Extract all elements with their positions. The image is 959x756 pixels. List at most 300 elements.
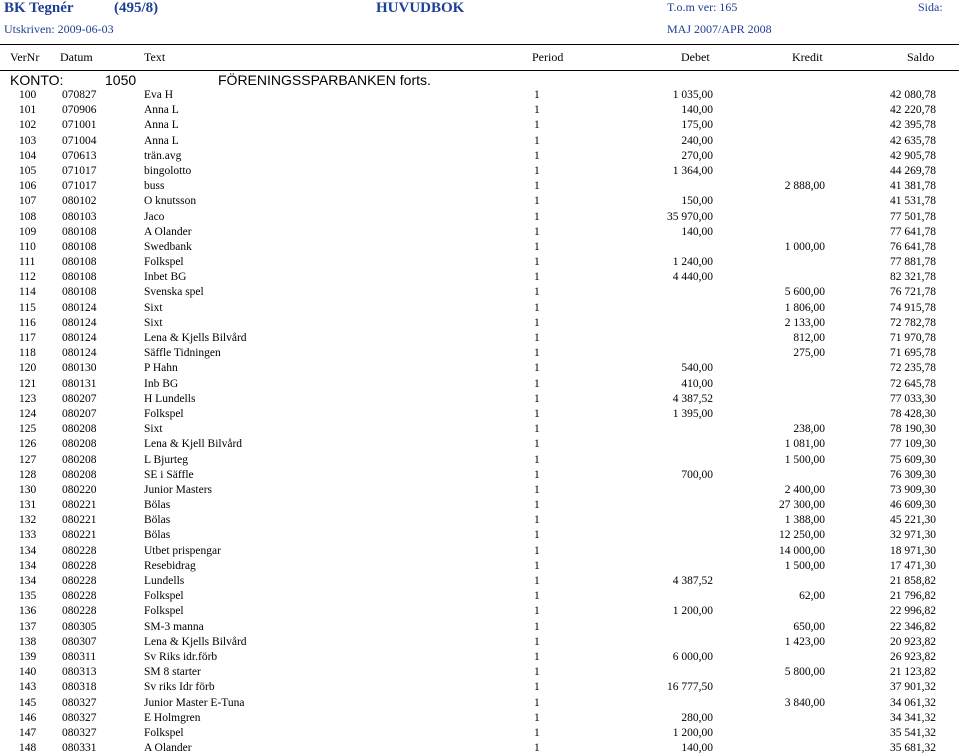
cell-date: 080327	[62, 711, 97, 724]
cell-period: 1	[534, 149, 540, 162]
cell-ver: 135	[19, 590, 37, 603]
cell-debit: 140,00	[681, 742, 713, 755]
cell-ver: 120	[19, 362, 37, 375]
cell-debit: 4 387,52	[672, 575, 713, 587]
cell-date: 080318	[62, 681, 97, 694]
cell-ver: 118	[19, 347, 36, 360]
table-row	[0, 88, 959, 103]
table-row	[0, 240, 959, 255]
table-row	[0, 483, 959, 498]
cell-text: Inbet BG	[144, 271, 187, 284]
cell-date: 080208	[62, 423, 97, 436]
cell-period: 1	[534, 711, 540, 724]
cell-debit: 16 777,50	[667, 681, 713, 694]
cell-date: 080228	[62, 544, 97, 557]
cell-debit: 1 200,00	[672, 605, 713, 618]
cell-text: Junior Masters	[144, 483, 213, 496]
cell-balance: 42 220,78	[890, 104, 936, 117]
cell-period: 1	[534, 468, 540, 481]
cell-balance: 34 341,32	[890, 711, 936, 724]
account-label: KONTO:	[10, 72, 64, 88]
cell-balance: 72 645,78	[890, 377, 936, 390]
cell-text: A Olander	[144, 225, 192, 238]
cell-date: 080108	[62, 240, 97, 253]
table-row	[0, 255, 959, 270]
table-row	[0, 164, 959, 179]
cell-text: Lena & Kjells Bilvård	[144, 635, 247, 648]
club-name: BK Tegnér	[4, 0, 74, 16]
cell-debit: 410,00	[681, 377, 713, 390]
cell-period: 1	[534, 499, 540, 512]
cell-text: Folkspel	[144, 407, 184, 420]
cell-period: 1	[534, 377, 540, 390]
cell-debit: 240,00	[681, 134, 713, 147]
table-row	[0, 225, 959, 240]
cell-ver: 143	[19, 681, 37, 694]
cell-period: 1	[534, 195, 540, 208]
cell-period: 1	[534, 742, 540, 755]
cell-credit: 812,00	[793, 332, 825, 344]
cell-ver: 136	[19, 605, 37, 618]
printed-date: Utskriven: 2009-06-03	[4, 22, 114, 36]
cell-period: 1	[534, 210, 540, 223]
cell-debit: 175,00	[681, 119, 713, 132]
cell-date: 080108	[62, 256, 97, 269]
cell-date: 080311	[62, 650, 97, 663]
table-row	[0, 468, 959, 483]
cell-balance: 76 721,78	[890, 286, 936, 299]
table-row	[0, 407, 959, 422]
cell-period: 1	[534, 316, 540, 329]
cell-balance: 37 901,32	[890, 681, 936, 694]
table-row	[0, 635, 959, 650]
table-row	[0, 696, 959, 711]
cell-date: 070613	[62, 149, 97, 162]
cell-balance: 78 428,30	[890, 407, 936, 420]
cell-credit: 27 300,00	[779, 499, 825, 512]
cell-period: 1	[534, 362, 540, 375]
cell-ver: 121	[19, 377, 37, 390]
report-header	[0, 0, 959, 44]
cell-ver: 110	[19, 240, 36, 253]
cell-debit: 140,00	[681, 225, 713, 238]
cell-date: 080102	[62, 195, 97, 208]
cell-text: Bölas	[144, 499, 171, 512]
cell-period: 1	[534, 134, 540, 147]
cell-date: 080130	[62, 362, 97, 375]
cell-balance: 75 609,30	[890, 453, 936, 466]
cell-credit: 1 081,00	[784, 438, 825, 451]
table-row	[0, 179, 959, 194]
cell-credit: 1 000,00	[784, 240, 825, 253]
table-row	[0, 513, 959, 528]
cell-balance: 41 381,78	[890, 180, 936, 193]
cell-date: 080221	[62, 499, 97, 512]
cell-debit: 4 440,00	[672, 271, 713, 284]
cell-text: Sixt	[144, 301, 163, 314]
table-row	[0, 665, 959, 680]
table-row	[0, 498, 959, 513]
cell-period: 1	[534, 347, 540, 360]
cell-balance: 72 782,78	[890, 316, 936, 329]
cell-text: Jaco	[144, 210, 165, 223]
cell-balance: 17 471,30	[890, 559, 936, 572]
cell-date: 080307	[62, 635, 97, 648]
cell-text: SE i Säffle	[144, 468, 194, 481]
cell-ver: 140	[19, 666, 37, 679]
cell-credit: 12 250,00	[779, 529, 825, 542]
cell-ver: 128	[19, 468, 37, 481]
cell-date: 080228	[62, 605, 97, 618]
cell-text: Sixt	[144, 423, 163, 436]
cell-balance: 32 971,30	[890, 529, 936, 542]
cell-date: 080208	[62, 438, 97, 451]
cell-period: 1	[534, 453, 540, 466]
cell-text: Folkspel	[144, 256, 184, 269]
cell-text: trän.avg	[144, 149, 182, 162]
cell-period: 1	[534, 483, 540, 496]
cell-credit: 62,00	[799, 590, 825, 603]
col-credit: Kredit	[792, 50, 823, 64]
table-row	[0, 377, 959, 392]
cell-date: 080208	[62, 468, 97, 481]
cell-text: L Bjurteg	[144, 453, 188, 466]
cell-balance: 74 915,78	[890, 301, 936, 314]
page-label: Sida:	[918, 0, 943, 14]
cell-text: H Lundells	[144, 392, 196, 405]
table-row	[0, 118, 959, 133]
period-range: MAJ 2007/APR 2008	[667, 22, 772, 36]
table-row	[0, 620, 959, 635]
ledger-table	[0, 88, 959, 756]
table-row	[0, 741, 959, 756]
cell-ver: 137	[19, 620, 37, 633]
cell-period: 1	[534, 332, 540, 344]
cell-period: 1	[534, 529, 540, 542]
cell-period: 1	[534, 89, 540, 101]
cell-balance: 46 609,30	[890, 499, 936, 512]
cell-debit: 280,00	[681, 711, 713, 724]
cell-date: 080108	[62, 286, 97, 299]
table-row	[0, 346, 959, 361]
cell-date: 080220	[62, 483, 97, 496]
cell-ver: 107	[19, 195, 37, 208]
cell-date: 080228	[62, 559, 97, 572]
cell-ver: 139	[19, 650, 37, 663]
cell-date: 080124	[62, 347, 97, 360]
cell-text: Utbet prispengar	[144, 544, 221, 557]
col-debit: Debet	[681, 50, 710, 64]
cell-credit: 14 000,00	[779, 544, 825, 557]
table-row	[0, 134, 959, 149]
cell-text: Anna L	[144, 104, 179, 117]
cell-credit: 238,00	[793, 423, 825, 436]
cell-text: Bölas	[144, 529, 171, 542]
cell-date: 080124	[62, 316, 97, 329]
cell-period: 1	[534, 104, 540, 117]
cell-balance: 42 395,78	[890, 119, 936, 132]
cell-debit: 700,00	[681, 468, 713, 481]
cell-text: Junior Master E-Tuna	[144, 696, 245, 709]
cell-balance: 21 796,82	[890, 590, 936, 603]
cell-period: 1	[534, 575, 540, 587]
cell-period: 1	[534, 681, 540, 694]
cell-credit: 1 423,00	[784, 635, 825, 648]
cell-debit: 140,00	[681, 104, 713, 117]
cell-date: 080103	[62, 210, 97, 223]
cell-date: 080228	[62, 590, 97, 603]
table-row	[0, 680, 959, 695]
cell-balance: 77 033,30	[890, 392, 936, 405]
cell-date: 080208	[62, 453, 97, 466]
cell-period: 1	[534, 590, 540, 603]
table-row	[0, 604, 959, 619]
cell-ver: 101	[19, 104, 37, 117]
cell-text: Lena & Kjell Bilvård	[144, 438, 243, 451]
cell-date: 080305	[62, 620, 97, 633]
cell-credit: 5 600,00	[784, 286, 825, 299]
cell-text: A Olander	[144, 742, 192, 755]
cell-text: Folkspel	[144, 726, 184, 739]
cell-balance: 35 541,32	[890, 726, 936, 739]
cell-ver: 127	[19, 453, 37, 466]
cell-balance: 42 635,78	[890, 134, 936, 147]
table-row	[0, 316, 959, 331]
cell-date: 080131	[62, 377, 97, 390]
cell-debit: 4 387,52	[672, 392, 713, 405]
table-row	[0, 528, 959, 543]
cell-ver: 133	[19, 529, 37, 542]
cell-credit: 5 800,00	[784, 666, 825, 679]
account-number: 1050	[105, 72, 137, 88]
book-title: HUVUDBOK	[376, 0, 465, 16]
cell-balance: 73 909,30	[890, 483, 936, 496]
version-range: T.o.m ver: 165	[667, 0, 738, 14]
cell-ver: 100	[19, 89, 37, 101]
cell-period: 1	[534, 696, 540, 709]
cell-balance: 21 123,82	[890, 666, 936, 679]
cell-text: Swedbank	[144, 240, 192, 253]
table-row	[0, 574, 959, 589]
cell-credit: 1 806,00	[784, 301, 825, 314]
cell-ver: 126	[19, 438, 37, 451]
table-row	[0, 544, 959, 559]
table-row	[0, 711, 959, 726]
cell-text: SM-3 manna	[144, 620, 204, 633]
account-name: FÖRENINGSSPARBANKEN forts.	[218, 72, 431, 88]
cell-date: 080124	[62, 301, 97, 314]
cell-text: Sv riks Idr förb	[144, 681, 215, 694]
col-balance: Saldo	[907, 50, 935, 64]
cell-balance: 41 531,78	[890, 195, 936, 208]
cell-credit: 275,00	[793, 347, 825, 360]
cell-credit: 1 500,00	[784, 559, 825, 572]
table-row	[0, 726, 959, 741]
cell-text: Säffle Tidningen	[144, 347, 221, 360]
cell-ver: 134	[19, 559, 37, 572]
cell-ver: 114	[19, 286, 36, 299]
cell-debit: 270,00	[681, 149, 713, 162]
cell-credit: 1 388,00	[784, 514, 825, 527]
cell-ver: 102	[19, 119, 37, 132]
cell-balance: 42 080,78	[890, 89, 936, 101]
table-row	[0, 422, 959, 437]
cell-balance: 34 061,32	[890, 696, 936, 709]
table-row	[0, 559, 959, 574]
cell-date: 080221	[62, 529, 97, 542]
cell-text: Inb BG	[144, 377, 179, 390]
table-row	[0, 270, 959, 285]
table-row	[0, 331, 959, 346]
cell-ver: 145	[19, 696, 37, 709]
cell-period: 1	[534, 605, 540, 618]
cell-text: Bölas	[144, 514, 171, 527]
cell-ver: 105	[19, 164, 37, 177]
cell-period: 1	[534, 392, 540, 405]
cell-date: 080313	[62, 666, 97, 679]
col-text: Text	[144, 50, 166, 64]
column-rule	[0, 70, 959, 71]
cell-text: O knutsson	[144, 195, 197, 208]
cell-credit: 650,00	[793, 620, 825, 633]
cell-text: Sv Riks idr.förb	[144, 650, 218, 663]
cell-ver: 131	[19, 499, 37, 512]
cell-date: 071004	[62, 134, 97, 147]
cell-date: 070827	[62, 89, 97, 101]
cell-balance: 76 641,78	[890, 240, 936, 253]
cell-period: 1	[534, 271, 540, 284]
cell-balance: 26 923,82	[890, 650, 936, 663]
cell-debit: 150,00	[681, 195, 713, 208]
cell-period: 1	[534, 240, 540, 253]
cell-debit: 1 364,00	[672, 164, 713, 177]
cell-ver: 123	[19, 392, 37, 405]
cell-ver: 132	[19, 514, 37, 527]
cell-ver: 134	[19, 544, 37, 557]
cell-balance: 45 221,30	[890, 514, 936, 527]
cell-balance: 77 109,30	[890, 438, 936, 451]
cell-period: 1	[534, 635, 540, 648]
cell-text: bingolotto	[144, 164, 192, 177]
table-row	[0, 103, 959, 118]
cell-text: Sixt	[144, 316, 163, 329]
cell-balance: 21 858,82	[890, 575, 936, 587]
table-row	[0, 285, 959, 300]
cell-balance: 22 346,82	[890, 620, 936, 633]
table-row	[0, 589, 959, 604]
cell-period: 1	[534, 286, 540, 299]
cell-credit: 3 840,00	[784, 696, 825, 709]
cell-balance: 22 996,82	[890, 605, 936, 618]
cell-ver: 134	[19, 575, 37, 587]
cell-balance: 77 501,78	[890, 210, 936, 223]
cell-date: 080327	[62, 696, 97, 709]
cell-date: 080108	[62, 225, 97, 238]
cell-period: 1	[534, 180, 540, 193]
cell-period: 1	[534, 559, 540, 572]
cell-balance: 78 190,30	[890, 423, 936, 436]
cell-ver: 112	[19, 271, 36, 284]
cell-ver: 111	[19, 256, 36, 269]
cell-ver: 124	[19, 407, 37, 420]
cell-ver: 125	[19, 423, 37, 436]
cell-balance: 76 309,30	[890, 468, 936, 481]
cell-credit: 2 888,00	[784, 180, 825, 193]
table-row	[0, 301, 959, 316]
cell-period: 1	[534, 256, 540, 269]
cell-debit: 1 035,00	[672, 89, 713, 101]
cell-ver: 138	[19, 635, 37, 648]
cell-ver: 147	[19, 726, 37, 739]
cell-text: Resebidrag	[144, 559, 196, 572]
cell-period: 1	[534, 666, 540, 679]
cell-credit: 2 133,00	[784, 316, 825, 329]
cell-date: 071017	[62, 180, 97, 193]
cell-date: 080124	[62, 332, 97, 344]
cell-ver: 117	[19, 332, 36, 344]
col-period: Period	[532, 50, 564, 64]
cell-balance: 82 321,78	[890, 271, 936, 284]
cell-period: 1	[534, 650, 540, 663]
table-row	[0, 437, 959, 452]
table-row	[0, 392, 959, 407]
cell-ver: 104	[19, 149, 37, 162]
cell-debit: 1 240,00	[672, 256, 713, 269]
cell-date: 080221	[62, 514, 97, 527]
cell-balance: 20 923,82	[890, 635, 936, 648]
cell-date: 070906	[62, 104, 97, 117]
cell-ver: 146	[19, 711, 37, 724]
cell-text: Folkspel	[144, 605, 184, 618]
table-row	[0, 650, 959, 665]
cell-period: 1	[534, 301, 540, 314]
cell-balance: 35 681,32	[890, 742, 936, 755]
cell-date: 080228	[62, 575, 97, 587]
cell-balance: 44 269,78	[890, 164, 936, 177]
table-row	[0, 210, 959, 225]
cell-period: 1	[534, 438, 540, 451]
cell-balance: 42 905,78	[890, 149, 936, 162]
cell-text: buss	[144, 180, 165, 193]
cell-ver: 148	[19, 742, 37, 755]
table-row	[0, 453, 959, 468]
cell-credit: 2 400,00	[784, 483, 825, 496]
cell-date: 080108	[62, 271, 97, 284]
org-number: (495/8)	[114, 0, 159, 16]
cell-period: 1	[534, 164, 540, 177]
cell-credit: 1 500,00	[784, 453, 825, 466]
cell-text: Eva H	[144, 89, 174, 101]
cell-text: Anna L	[144, 119, 179, 132]
table-row	[0, 149, 959, 164]
cell-balance: 77 641,78	[890, 225, 936, 238]
cell-period: 1	[534, 544, 540, 557]
cell-period: 1	[534, 407, 540, 420]
cell-text: Anna L	[144, 134, 179, 147]
col-date: Datum	[60, 50, 93, 64]
cell-text: Folkspel	[144, 590, 184, 603]
cell-text: Lena & Kjells Bilvård	[144, 332, 247, 344]
cell-balance: 71 695,78	[890, 347, 936, 360]
cell-ver: 106	[19, 180, 37, 193]
cell-balance: 18 971,30	[890, 544, 936, 557]
cell-balance: 72 235,78	[890, 362, 936, 375]
cell-ver: 116	[19, 316, 36, 329]
cell-ver: 130	[19, 483, 37, 496]
cell-date: 080207	[62, 392, 97, 405]
cell-debit: 6 000,00	[672, 650, 713, 663]
cell-period: 1	[534, 119, 540, 132]
